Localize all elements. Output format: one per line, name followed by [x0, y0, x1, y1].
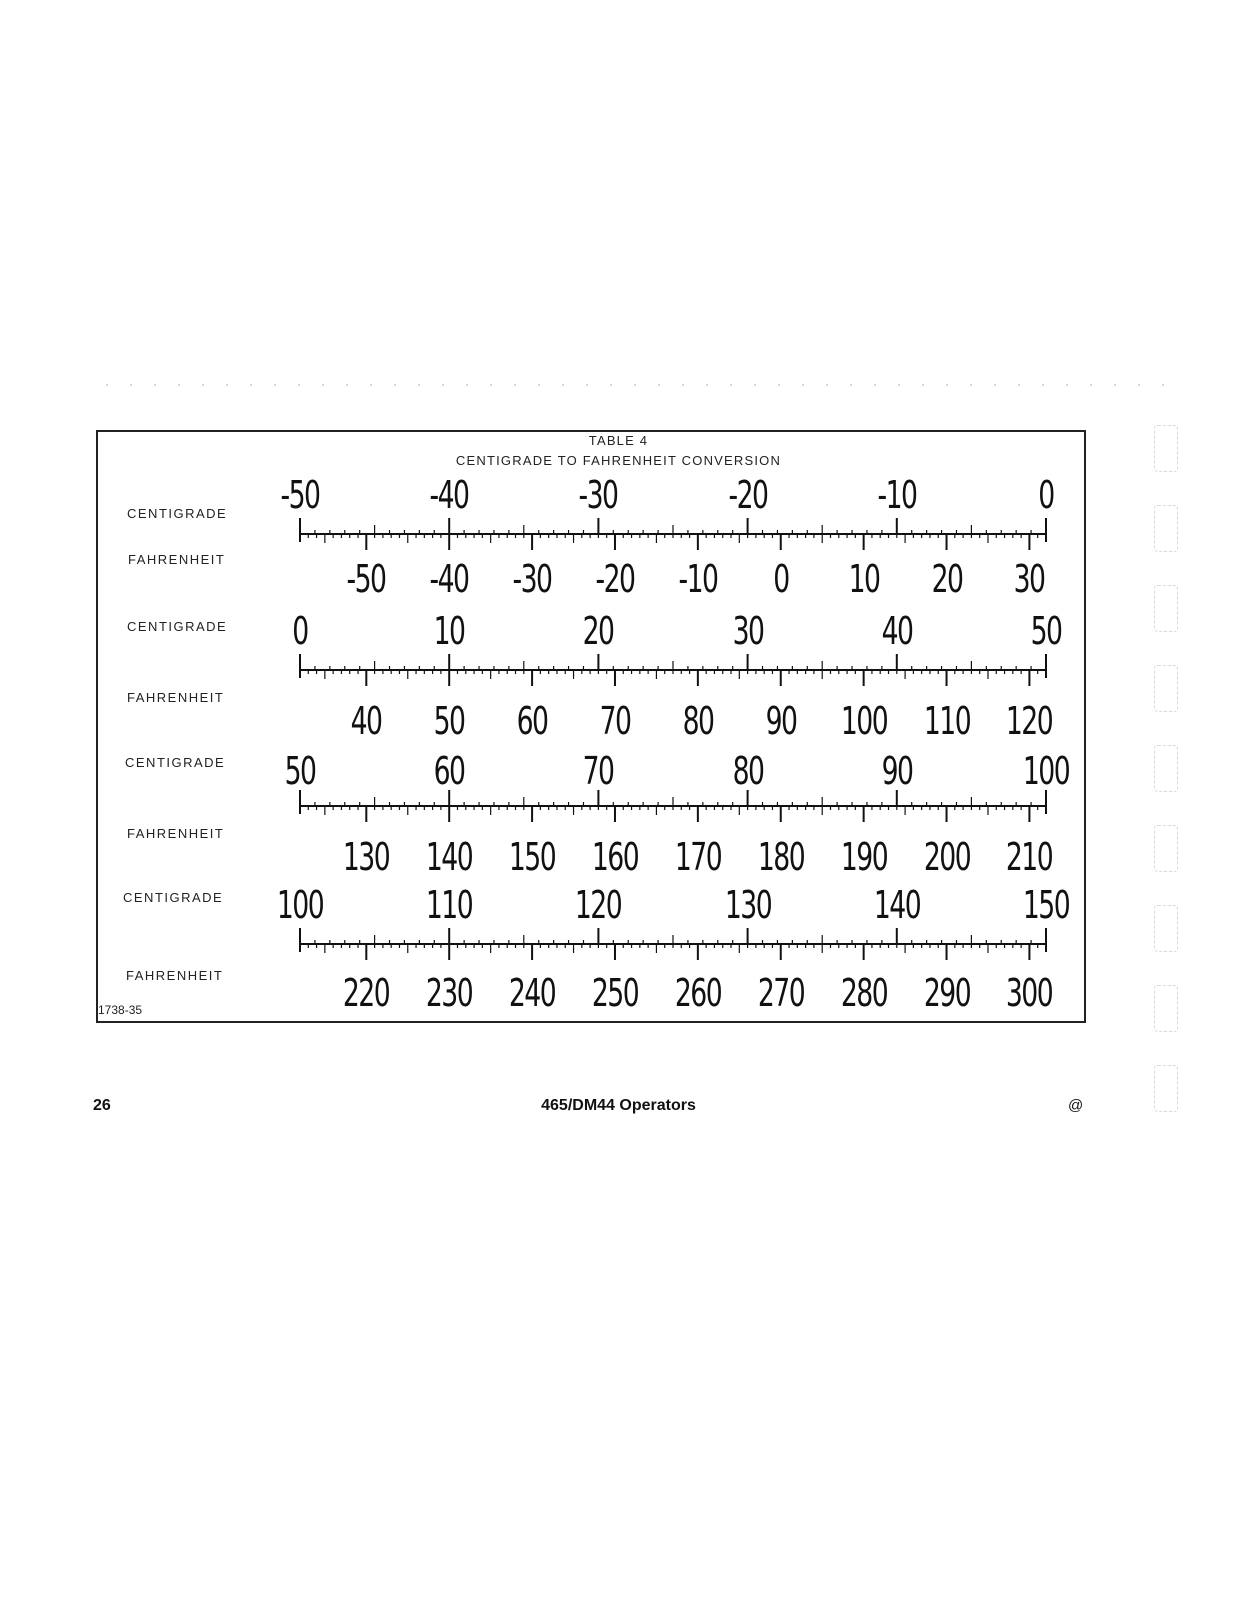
centigrade-label-2: CENTIGRADE — [127, 619, 228, 634]
centigrade-label-3: CENTIGRADE — [125, 755, 226, 770]
centigrade-number: 40 — [881, 609, 913, 653]
fahrenheit-number: 140 — [426, 835, 473, 879]
fahrenheit-number: 130 — [343, 835, 390, 879]
fahrenheit-number: 190 — [840, 835, 887, 879]
margin-mark — [1154, 665, 1178, 712]
fahrenheit-number: 260 — [674, 971, 721, 1015]
centigrade-number: 10 — [433, 609, 465, 653]
fahrenheit-number: -10 — [678, 557, 718, 601]
fahrenheit-number: 50 — [433, 699, 465, 743]
fahrenheit-number: 270 — [757, 971, 804, 1015]
fahrenheit-number: 120 — [1006, 699, 1053, 743]
margin-mark — [1154, 505, 1178, 552]
fahrenheit-number: 40 — [350, 699, 382, 743]
fahrenheit-number: 240 — [508, 971, 556, 1015]
manual-title: 465/DM44 Operators — [541, 1097, 696, 1114]
centigrade-number: 100 — [276, 883, 324, 927]
fahrenheit-number: 0 — [773, 557, 789, 601]
fahrenheit-number: 60 — [516, 699, 548, 743]
fahrenheit-number: 280 — [840, 971, 887, 1015]
centigrade-number: 150 — [1022, 883, 1070, 927]
centigrade-number: 130 — [724, 883, 771, 927]
fahrenheit-number: 110 — [923, 699, 970, 743]
centigrade-number: 50 — [284, 749, 316, 793]
fahrenheit-number: 220 — [343, 971, 390, 1015]
fahrenheit-number: -20 — [595, 557, 635, 601]
margin-mark — [1154, 1065, 1178, 1112]
centigrade-number: 110 — [426, 883, 473, 927]
table-title: CENTIGRADE TO FAHRENHEIT CONVERSION — [455, 453, 782, 468]
fahrenheit-number: 210 — [1006, 835, 1053, 879]
centigrade-label-1: CENTIGRADE — [127, 506, 228, 521]
margin-mark — [1154, 985, 1178, 1032]
centigrade-number: 70 — [582, 749, 614, 793]
centigrade-number: -20 — [728, 473, 768, 517]
centigrade-label-4: CENTIGRADE — [123, 890, 224, 905]
fahrenheit-number: 20 — [931, 557, 962, 601]
margin-mark — [1154, 745, 1178, 792]
centigrade-number: 50 — [1030, 609, 1062, 653]
table-number: TABLE 4 — [588, 433, 649, 448]
margin-mark — [1154, 905, 1178, 952]
fahrenheit-label-2: FAHRENHEIT — [127, 690, 225, 705]
centigrade-number: 20 — [582, 609, 614, 653]
fahrenheit-number: -40 — [429, 557, 469, 601]
centigrade-number: 0 — [1038, 473, 1054, 517]
centigrade-number: 80 — [732, 749, 763, 793]
fahrenheit-label-4: FAHRENHEIT — [126, 968, 224, 983]
centigrade-number: 0 — [292, 609, 308, 653]
centigrade-number: 30 — [732, 609, 763, 653]
fahrenheit-label-3: FAHRENHEIT — [127, 826, 225, 841]
margin-mark — [1154, 425, 1178, 472]
fahrenheit-number: -30 — [512, 557, 552, 601]
centigrade-number: 100 — [1022, 749, 1070, 793]
copyright-mark: @ — [1068, 1097, 1084, 1114]
centigrade-number: -50 — [280, 473, 320, 517]
margin-mark — [1154, 585, 1178, 632]
fahrenheit-number: 70 — [599, 699, 631, 743]
centigrade-number: 90 — [881, 749, 913, 793]
fahrenheit-number: 170 — [674, 835, 721, 879]
fahrenheit-number: -50 — [346, 557, 386, 601]
fahrenheit-number: 30 — [1014, 557, 1045, 601]
page-number: 26 — [93, 1097, 111, 1114]
fahrenheit-label-1: FAHRENHEIT — [128, 552, 226, 567]
fahrenheit-number: 300 — [1006, 971, 1053, 1015]
centigrade-number: -30 — [578, 473, 618, 517]
centigrade-number: 120 — [575, 883, 622, 927]
fahrenheit-number: 100 — [840, 699, 887, 743]
margin-mark — [1154, 825, 1178, 872]
fahrenheit-number: 80 — [682, 699, 714, 743]
centigrade-number: 140 — [873, 883, 920, 927]
fahrenheit-number: 290 — [923, 971, 970, 1015]
centigrade-number: -40 — [429, 473, 469, 517]
centigrade-number: -10 — [877, 473, 917, 517]
fahrenheit-number: 180 — [757, 835, 804, 879]
fahrenheit-number: 250 — [591, 971, 639, 1015]
fahrenheit-number: 150 — [508, 835, 556, 879]
fahrenheit-number: 160 — [591, 835, 639, 879]
fahrenheit-number: 230 — [426, 971, 473, 1015]
fahrenheit-number: 90 — [765, 699, 797, 743]
figure-id: 1738-35 — [98, 1003, 143, 1017]
fahrenheit-number: 10 — [848, 557, 880, 601]
centigrade-number: 60 — [433, 749, 465, 793]
fahrenheit-number: 200 — [923, 835, 970, 879]
